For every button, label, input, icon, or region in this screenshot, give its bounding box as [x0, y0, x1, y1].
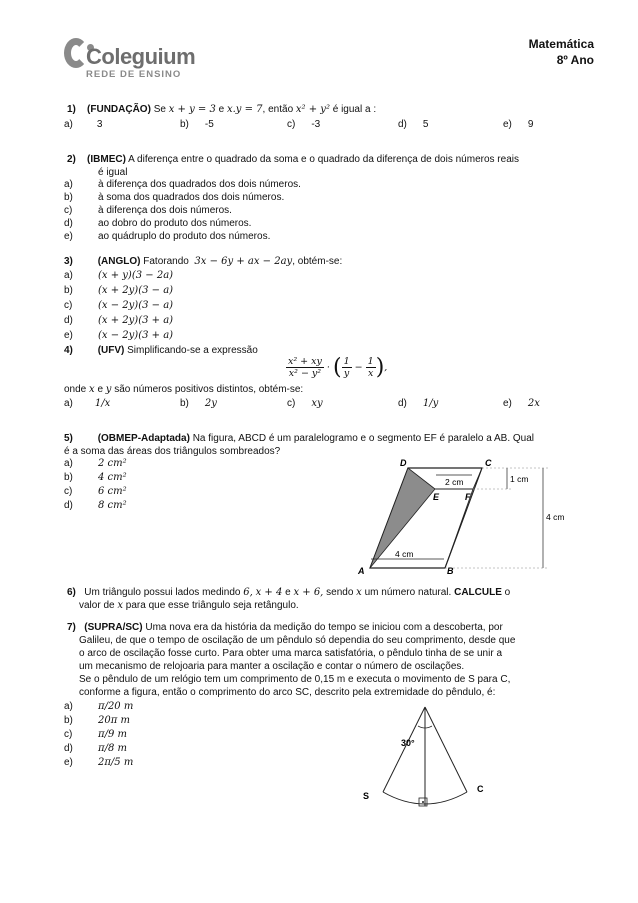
q7-option-c[interactable]: c) π/9 m	[64, 729, 127, 740]
q3-option-b[interactable]: b) (x + 2y)(3 − a)	[64, 285, 174, 296]
q7-option-d[interactable]: d) π/8 m	[64, 743, 127, 754]
q7-number: 7)	[67, 622, 76, 633]
q1-expr2: x.y = 7	[226, 104, 263, 115]
q2-option-c[interactable]: c) à diferença dos dois números.	[64, 205, 232, 216]
pivot-dot	[422, 801, 424, 803]
q4-source: (UFV)	[97, 345, 125, 356]
q5-option-d[interactable]: d) 8 cm²	[64, 500, 127, 511]
q4-option-c[interactable]: c) xy	[287, 398, 323, 409]
q1-expr3: x² + y²	[295, 104, 330, 115]
q7-text-line6: conforme a figura, então o comprimento do arco SC, descrito pela extremidade do pêndulo, é:	[79, 687, 496, 698]
q4-option-d[interactable]: d) 1/y	[398, 398, 439, 409]
q4-frac-num: x² + xy	[288, 356, 322, 367]
q2-option-d[interactable]: d) ao dobro do produto dos números.	[64, 218, 252, 229]
logo-subtitle: REDE DE ENSINO	[86, 69, 182, 80]
q2-option-a[interactable]: a) à diferença dos quadrados dos dois números.	[64, 179, 301, 190]
q2-text-line2: é igual	[98, 167, 128, 178]
label-top-length: 1 cm	[510, 474, 529, 484]
question-3	[64, 255, 342, 268]
q4-number: 4)	[64, 345, 73, 356]
q3-option-c[interactable]: c) (x − 2y)(3 − a)	[64, 300, 174, 311]
q7-option-b[interactable]: b) 20π m	[64, 715, 130, 726]
q2-option-e[interactable]: e) ao quádruplo do produto dos números.	[64, 231, 271, 242]
q3-expr: 3x − 6y + ax − 2ay	[194, 256, 293, 267]
q1-text: Se	[153, 104, 166, 115]
pendulum-right-arm	[425, 707, 467, 792]
q4-frac1-den: y	[343, 368, 350, 379]
q1-number: 1)	[67, 104, 76, 115]
q3-option-e[interactable]: e) (x − 2y)(3 + a)	[64, 330, 174, 341]
label-angle: 30°	[401, 738, 415, 748]
logo-c-icon	[64, 38, 88, 68]
q7-text-line2: Galileu, de que o tempo de oscilação de um pêndulo só dependia do seu comprimento, desde que	[79, 635, 516, 646]
label-a: A	[358, 566, 365, 575]
question-7: 7) (SUPRA/SC) Uma nova era da história da medição do tempo se iniciou com a descoberta, por	[67, 622, 503, 633]
q2-option-b[interactable]: b) à soma dos quadrados dos dois números.	[64, 192, 285, 203]
question-1	[67, 103, 376, 116]
q6-text-line2: valor de x para que esse triângulo seja retângulo.	[79, 600, 299, 611]
q5-source: (OBMEP-Adaptada)	[97, 433, 190, 444]
q7-text-line3: o arco de oscilação fosse curto. Para obter uma marca satisfatória, o pêndulo tinha de se unir a	[79, 648, 503, 659]
q4-frac1-num: 1	[343, 356, 350, 367]
q2-source: (IBMEC)	[87, 154, 126, 165]
q1-expr1: x + y = 3	[168, 104, 216, 115]
q4-frac2-den: x	[368, 368, 374, 379]
q4-frac-den: x² − y²	[288, 368, 322, 379]
q5-number: 5)	[64, 433, 73, 444]
q3-option-a[interactable]: a) (x + y)(3 − 2a)	[64, 270, 174, 281]
q4-minus: −	[354, 362, 363, 373]
header-grade: 8º Ano	[556, 53, 594, 67]
q6-number: 6)	[67, 587, 76, 598]
label-c: C	[477, 784, 484, 794]
question-4	[64, 344, 258, 357]
question-5	[64, 432, 584, 445]
q4-comma: ,	[384, 362, 388, 373]
q7-pendulum-figure	[355, 704, 495, 814]
q5-option-c[interactable]: c) 6 cm²	[64, 486, 127, 497]
q5-text-line2: é a soma das áreas dos triângulos sombreados?	[64, 446, 281, 457]
q5-parallelogram-figure	[355, 455, 580, 575]
logo-name: Coleguium	[86, 44, 196, 69]
q3-text: , obtém-se:	[292, 256, 343, 267]
q7-option-e[interactable]: e) 2π/5 m	[64, 757, 134, 768]
q5-option-b[interactable]: b) 4 cm²	[64, 472, 127, 483]
q4-expression: $\frac{\text{x² + xy}}{\text{x² − y²}}$ · ( $\frac{1}{y}$ − $\frac{1}{x}$ ),	[288, 355, 388, 380]
label-f: F	[465, 492, 471, 502]
q3-source: (ANGLO)	[97, 256, 141, 267]
q7-option-a[interactable]: a) π/20 m	[64, 701, 134, 712]
q4-option-e[interactable]: e) 2x	[503, 398, 540, 409]
q4-text: Simplificando-se a expressão	[127, 345, 258, 356]
q1-option-d[interactable]: d) 5	[398, 119, 429, 130]
q7-text-line4: um mecanismo de relojoaria para manter a oscilação e contar o número de oscilações.	[79, 661, 465, 672]
q1-option-b[interactable]: b) -5	[180, 119, 214, 130]
q1-text: é igual a :	[332, 104, 377, 115]
q4-frac2-num: 1	[367, 356, 374, 367]
q5-option-a[interactable]: a) 2 cm²	[64, 458, 127, 469]
q1-option-a[interactable]: a) 3	[64, 119, 103, 130]
label-c: C	[485, 458, 492, 468]
q4-dot: ·	[326, 362, 330, 373]
question-2	[67, 153, 519, 166]
label-ef-length: 2 cm	[445, 477, 464, 487]
q3-number: 3)	[64, 256, 73, 267]
label-e: E	[433, 492, 440, 502]
q1-text: e	[218, 104, 225, 115]
label-ab-length: 4 cm	[395, 549, 414, 559]
question-6: 6) Um triângulo possui lados medindo 6, x + 4 e x + 6, sendo x um número natural. CALCULE o	[67, 587, 511, 598]
q3-option-d[interactable]: d) (x + 2y)(3 + a)	[64, 315, 174, 326]
q7-text-line5: Se o pêndulo de um relógio tem um comprimento de 0,15 m e executa o movimento de S para C,	[79, 674, 511, 685]
q1-option-c[interactable]: c) -3	[287, 119, 321, 130]
q2-text: A diferença entre o quadrado da soma e o quadrado da diferença de dois números reais	[128, 154, 519, 165]
q7-source: (SUPRA/SC)	[84, 622, 143, 633]
header-subject: Matemática	[528, 37, 594, 51]
pendulum-left-arm	[383, 707, 425, 792]
q2-number: 2)	[67, 154, 76, 165]
q4-text-line2: onde x e y são números positivos distintos, obtém-se:	[64, 384, 304, 395]
q4-option-a[interactable]: a) 1/x	[64, 398, 111, 409]
q1-source: (FUNDAÇÃO)	[87, 104, 151, 115]
label-b: B	[447, 566, 454, 575]
q4-option-b[interactable]: b) 2y	[180, 398, 217, 409]
q1-option-e[interactable]: e) 9	[503, 119, 534, 130]
label-height-length: 4 cm	[546, 512, 565, 522]
q1-text: , então	[262, 104, 294, 115]
label-s: S	[363, 791, 370, 801]
q3-text: Fatorando	[143, 256, 189, 267]
q5-text: Na figura, ABCD é um paralelogramo e o segmento EF é paralelo a AB. Qual	[192, 433, 534, 444]
label-d: D	[400, 458, 407, 468]
